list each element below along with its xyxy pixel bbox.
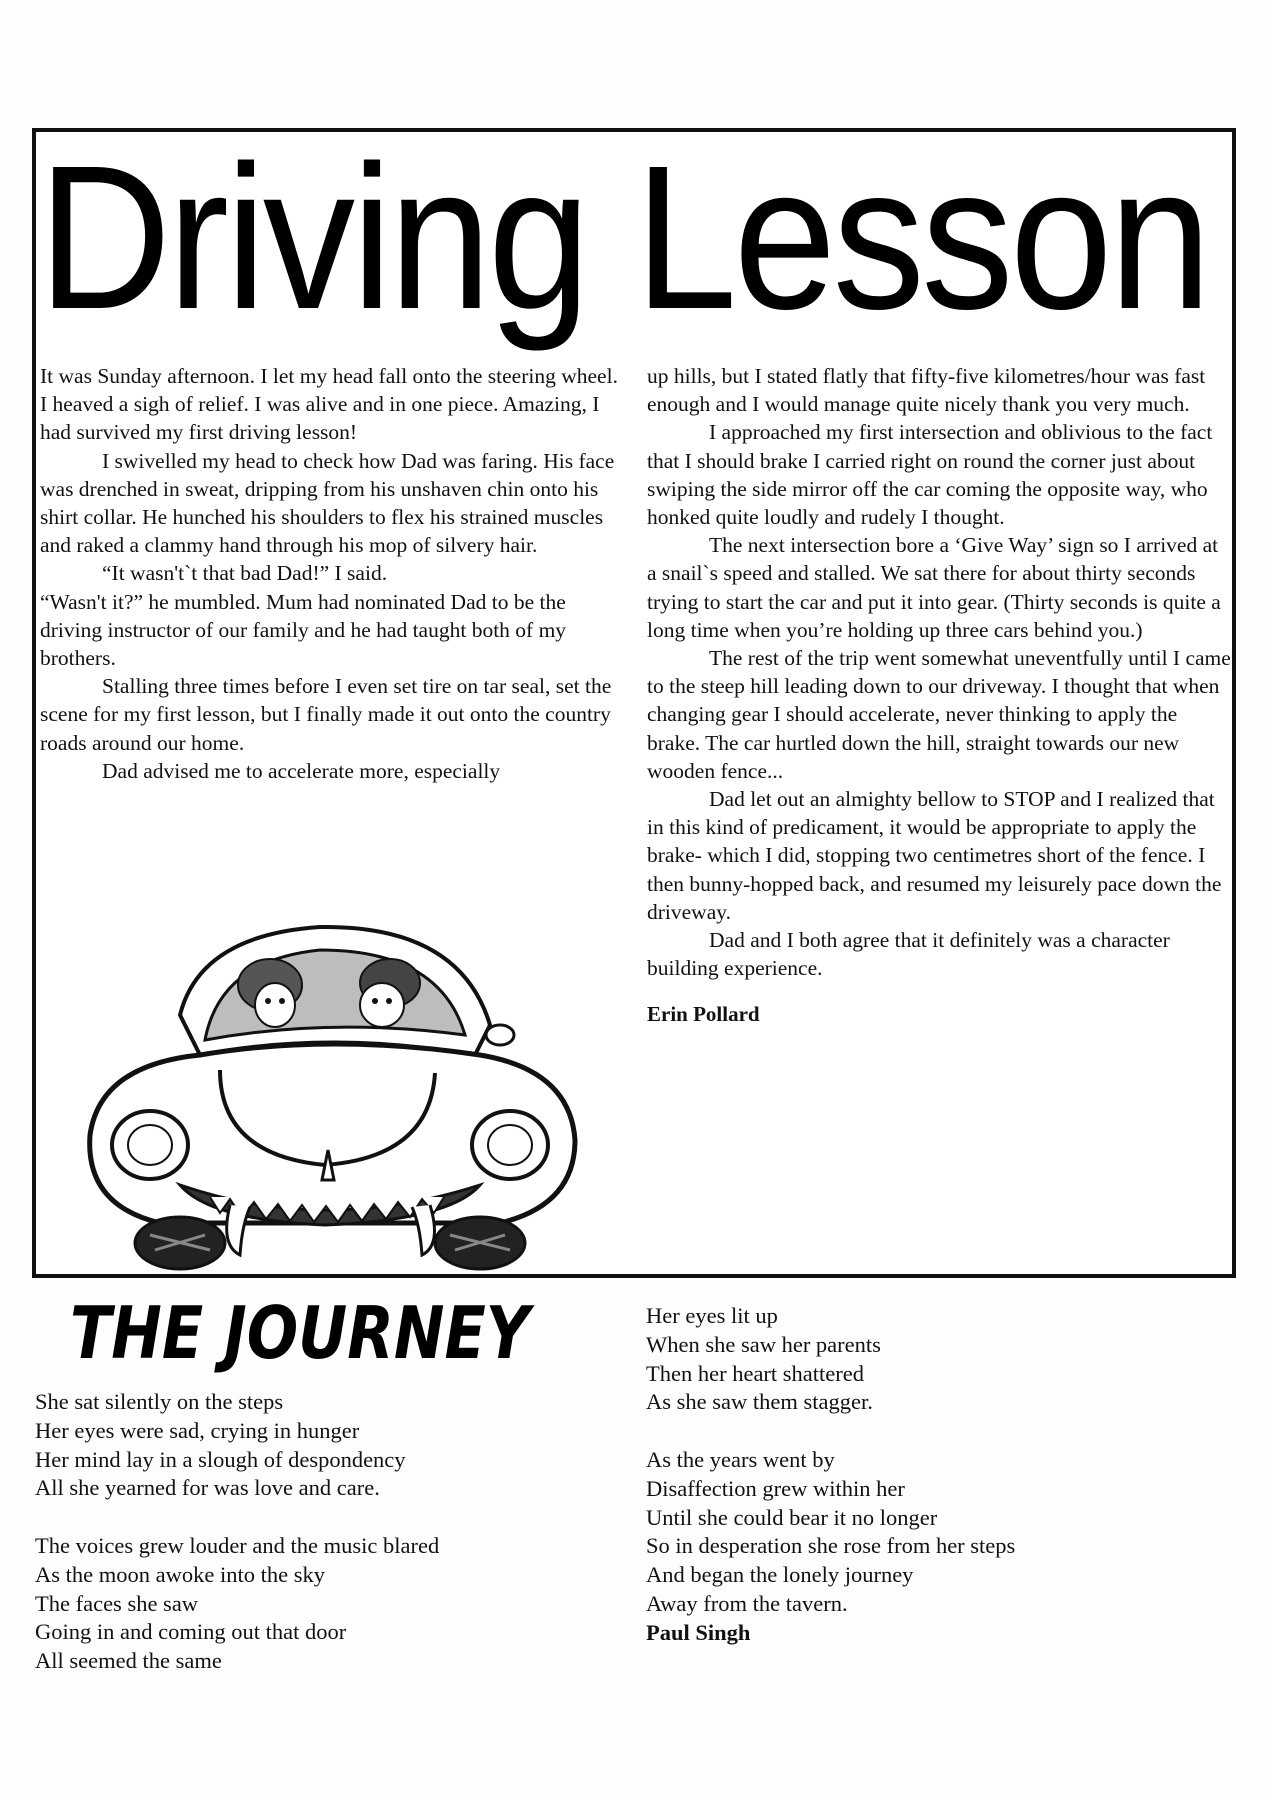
journey-poem-right-column [646,1302,1206,1648]
poem-line: Then her heart shattered [646,1360,865,1386]
driving-lesson-left-column [40,362,624,785]
story-paragraph: Dad let out an almighty bellow to STOP and I realized that in this kind of predicament, it would be appropriate to apply the brake- which I did, stopping two centimetres short of the fence. I then bunny-hopped back, and resumed my leisurely pace down the driveway. [647,787,1222,924]
poem-line: So in desperation she rose from her steps [646,1533,1016,1559]
poem-line: When she saw her parents [646,1331,881,1357]
driving-lesson-right-column [647,362,1233,1029]
poem-line: And began the lonely journey [646,1562,914,1588]
story-paragraph: Stalling three times before I even set tire on tar seal, set the scene for my first lesson, but I finally made it out onto the country roads around our home. [40,674,612,755]
story-paragraph: “It wasn't`t that bad Dad!” I said. [102,561,388,586]
poem-line: As she saw them stagger. [646,1389,873,1415]
journey-poem-left-column [35,1388,595,1676]
story-paragraph: Dad and I both agree that it definitely was a character building experience. [647,928,1170,981]
poem-line: She sat silently on the steps [35,1389,284,1414]
story-paragraph: “Wasn't it?” he mumbled. Mum had nominated Dad to be the driving instructor of our family and he had taught both of my brothers. [40,589,567,671]
poem-line: Until she could bear it no longer [646,1504,938,1530]
story-paragraph: It was Sunday afternoon. I let my head fall onto the steering wheel. I heaved a sigh of relief. I was alive and in one piece. Amazing, I had survived my first driving lesson! [40,364,618,445]
poem-line: The voices grew louder and the music blared [35,1532,440,1558]
cartoon-car-icon [70,905,590,1275]
story-paragraph: I approached my first intersection and oblivious to the fact that I should brake I carried right on round the corner just about swiping the side mirror off the car coming the opposite way, who honked quite loudly and rudely I thought. [647,420,1213,530]
poem-line: Going in and coming out that door [35,1619,347,1645]
poem-line: As the moon awoke into the sky [35,1561,325,1587]
story-paragraph: The rest of the trip went somewhat uneventfully until I came to the steep hill leading down to our driveway. I thought that when changing gear I should accelerate, never thinking to apply the brake. The car hurtled down the hill, straight towards our new wooden fence... [647,646,1231,783]
poem-line: Her eyes were sad, crying in hunger [35,1417,360,1443]
poem-line: All seemed the same [35,1648,222,1674]
story-paragraph: The next intersection bore a ‘Give Way’ sign so I arrived at a snail`s speed and stalled. We sat there for about thirty seconds trying to start the car and put it into gear. (Thirty seconds is quite a long time when you’re holding up three cars behind you.) [647,533,1221,642]
stanza-break [35,1503,595,1532]
poem-line: As the years went by [646,1446,835,1472]
poem-line: All she yearned for was love and care. [35,1475,380,1501]
stanza-break [646,1417,1206,1446]
poem-line: Her eyes lit up [646,1303,778,1328]
story-paragraph: up hills, but I stated flatly that fifty-five kilometres/hour was fast enough and I would manage quite nicely thank you very much. [647,364,1206,417]
driving-lesson-title: Driving Lesson [38,123,1208,352]
poem-line: Her mind lay in a slough of despondency [35,1446,406,1472]
story-author: Erin Pollard [647,1002,760,1027]
story-paragraph: I swivelled my head to check how Dad was faring. His face was drenched in sweat, dripping from his unshaven chin onto his shirt collar. He hunched his shoulders to flex his strained muscles and raked a clammy hand through his mop of silvery hair. [40,448,615,558]
journey-title: THE JOURNEY [70,1291,530,1375]
poem-line: Away from the tavern. [646,1590,848,1616]
poem-line: Disaffection grew within her [646,1475,905,1501]
poem-author: Paul Singh [646,1619,751,1645]
poem-line: The faces she saw [35,1590,199,1616]
story-paragraph: Dad advised me to accelerate more, especially [102,758,501,783]
